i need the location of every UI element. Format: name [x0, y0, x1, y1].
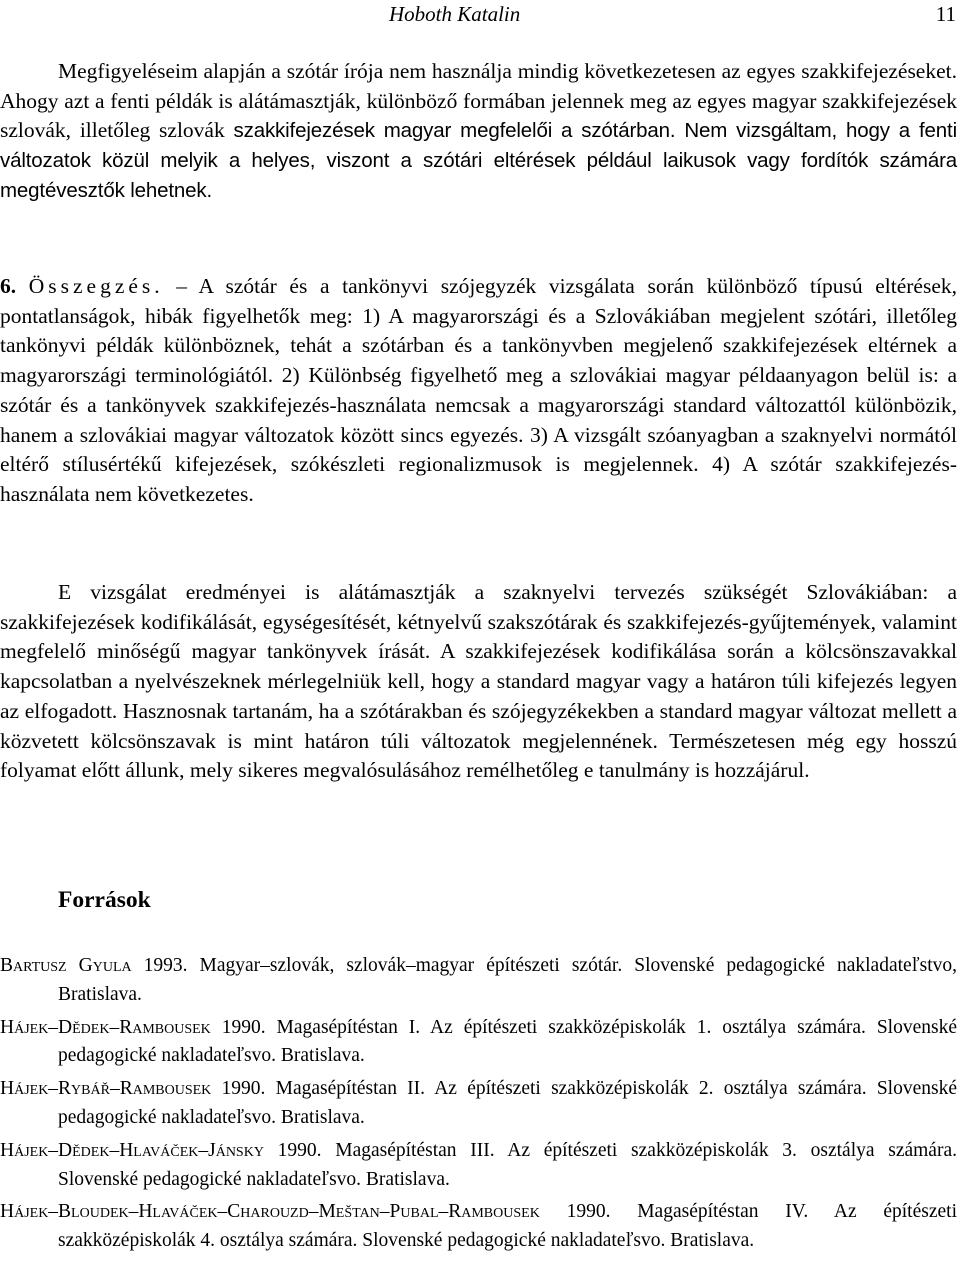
reference-item: [0, 952, 957, 1010]
references-list: [0, 952, 957, 1260]
reference-item: [0, 1198, 957, 1256]
reference-text: 1990. Magasépítéstan I. Az építészeti szakközépiskolák 1. osztálya számára. Slovenské pedagogické nakladateľsvo. Bratislava.: [58, 1016, 957, 1067]
section-title: Összegzés.: [28, 274, 164, 298]
running-title: Hoboth Katalin: [389, 2, 521, 26]
reference-item: [0, 1137, 957, 1195]
reference-text: 1990. Magasépítéstan IV. Az építészeti szakközépiskolák 4. osztálya számára. Slovenské pedagogické nakladateľsvo. Bratislava.: [58, 1201, 957, 1252]
section-number: 6.: [0, 274, 17, 298]
reference-authors: Hájek–Dědek–Hlaváček–Jánsky: [0, 1139, 264, 1161]
reference-text: 1990. Magasépítéstan III. Az építészeti szakközépiskolák 3. osztálya számára. Slovenské pedagogické nakladateľsvo. Bratislava.: [58, 1139, 957, 1190]
references-heading: Források: [58, 887, 151, 913]
reference-text: 1993. Magyar–szlovák, szlovák–magyar építészeti szótár. Slovenské pedagogické nakladateľstvo, Bratislava.: [58, 955, 957, 1005]
reference-authors: Hájek–Rybář–Rambousek: [0, 1078, 212, 1100]
paragraph-conclusion: E vizsgálat eredményei is alátámasztják a szaknyelvi tervezés szükségét Szlovákiában: a szakkifejezések kodifikálását, egységesítését, kétnyelvű szakszótárak és szakkifejezés-gyűjtemények, valamint megfelelő minőségű magyar tankönyvek írását. A szakkifejezések kodifikálása során a kölcsönszavakkal kapcsolatban a nyelvészeknek mérlegelniük kell, hogy a standard magyar vagy a határon túli kifejezés legyen az elfogadott. Hasznosnak tartanám, ha a szótárakban és szójegyzékekben a standard magyar változat mellett a közvetett kölcsönszavak is mint határon túli változatok megjelennének. Természetesen még egy hosszú folyamat előtt állunk, mely sikeres megvalósulásához remélhetőleg e tanulmány is hozzájárul.: [0, 580, 957, 783]
paragraph-summary-text: – A szótár és a tankönyvi szójegyzék vizsgálata során különböző típusú eltérések, pontatlanságok, hibák figyelhetők meg: 1) A magyarországi és a Szlovákiában megjelent szótári, illetőleg tankönyvi példák különböznek, tehát a szótárban és a tankönyvben megjelenő szakkifejezések eltérnek a magyarországi terminológiától. 2) Különbség figyelhető meg a szlovákiai magyar példaanyagon belül is: a szótár és a tankönyvek szakkifejezés-használata nemcsak a magyarországi standard változattól különbözik, hanem a szlovákiai magyar változatok között sincs egyezés. 3) A vizsgált szóanyagban a szaknyelvi normától eltérő stílusértékű kifejezések, szókészleti regionalizmusok is megjelennek. 4) A szótár szakkifejezés-használata nem következetes.: [0, 274, 957, 506]
page-number: 11: [935, 2, 956, 26]
reference-authors: Bartusz Gyula: [0, 955, 132, 976]
paragraph-observations: [0, 57, 957, 206]
paragraph-summary: [0, 272, 957, 510]
reference-item: [0, 1075, 957, 1133]
reference-item: [0, 1014, 957, 1072]
reference-authors: Hájek–Bloudek–Hlaváček–Charouzd–Meštan–Pubal–Rambousek: [0, 1201, 540, 1223]
paragraph-observations-serif-text: Megfigyeléseim alapján a szótár írója nem használja mindig következetesen az egyes szakkifejezéseket. Ahogy azt a fenti példák is alátámasztják, különböző formában jelennek meg az egyes magyar szakkifejezések szlovák, illetőleg szlovák: [0, 59, 957, 143]
paragraph-observations-sans-text: szakkifejezések magyar megfelelői a szótárban. Nem vizsgáltam, hogy a fenti változatok közül melyik a helyes, viszont a szótári eltérések például laikusok vagy fordítók számára megtévesztők lehetnek.: [0, 119, 957, 202]
page-header: [0, 0, 960, 30]
reference-authors: Hájek–Dědek–Rambousek: [0, 1016, 211, 1038]
reference-text: 1990. Magasépítéstan II. Az építészeti szakközépiskolák 2. osztálya számára. Slovenské pedagogické nakladateľsvo. Bratislava.: [58, 1078, 957, 1128]
